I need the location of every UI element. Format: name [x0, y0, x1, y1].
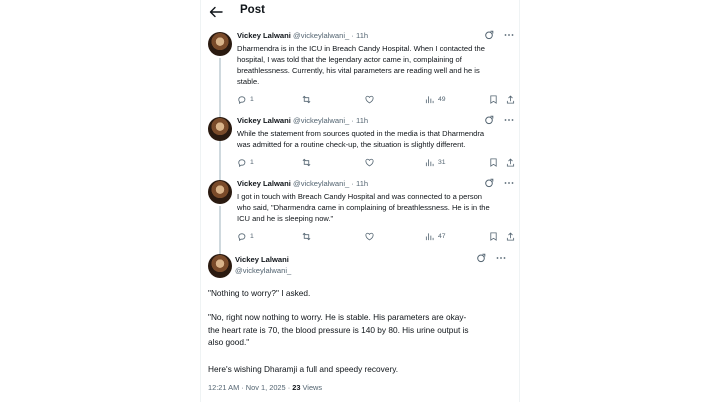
post-timestamp — [208, 383, 322, 392]
like-icon — [365, 232, 374, 241]
post-header — [200, 0, 520, 24]
post-time[interactable]: 11h — [356, 116, 369, 125]
post-text-line: Dharmendra is in the ICU in Breach Candy Hospital. When I contacted the — [237, 44, 485, 53]
post-text-line: breathlessness. Currently, his vital parameters are reading well and he is — [237, 66, 480, 75]
thread-post-1[interactable] — [206, 32, 520, 112]
views-icon — [425, 95, 434, 104]
like-icon — [365, 158, 374, 167]
post-text-line: ICU and he is sleeping now." — [237, 214, 334, 223]
meta-separator: · — [351, 179, 354, 188]
post-meta — [237, 31, 368, 40]
share-icon — [506, 232, 515, 241]
main-post-line: "No, right now nothing to worry. He is stable. His parameters are okay- — [208, 312, 467, 322]
avatar[interactable] — [208, 32, 232, 56]
views-count: 31 — [438, 159, 446, 166]
author-name[interactable]: Vickey Lalwani — [237, 31, 291, 40]
post-text-line: who said, "Dharmendra came in complaining of breathlessness. He is in the — [237, 203, 490, 212]
thread-post-3[interactable] — [206, 180, 520, 248]
post-text-line: hospital, I was told that the legendary actor came in, complaining of — [237, 55, 462, 64]
post-text-line: stable. — [237, 77, 260, 86]
share-icon — [506, 95, 515, 104]
more-icon[interactable] — [504, 178, 514, 188]
author-handle[interactable]: @vickeylalwani_ — [293, 179, 350, 188]
thread-connector — [219, 206, 221, 256]
reply-count: 1 — [250, 96, 254, 103]
share-button[interactable] — [506, 232, 515, 241]
post-top-actions — [484, 178, 514, 188]
more-icon[interactable] — [504, 115, 514, 125]
views-button[interactable] — [425, 95, 446, 104]
reply-icon — [237, 158, 246, 167]
reply-count: 1 — [250, 159, 254, 166]
views-label: Views — [300, 383, 323, 392]
bookmark-icon — [489, 232, 498, 241]
reply-icon — [237, 95, 246, 104]
author-handle[interactable]: @vickeylalwani_ — [235, 266, 292, 275]
thread-post-2[interactable] — [206, 117, 520, 173]
grok-icon[interactable] — [484, 178, 494, 188]
author-name[interactable]: Vickey Lalwani — [235, 255, 289, 264]
more-icon[interactable] — [504, 30, 514, 40]
like-button[interactable] — [365, 95, 374, 104]
back-button[interactable] — [208, 4, 224, 20]
post-text-line: While the statement from sources quoted in the media is that Dharmendra — [237, 129, 485, 138]
post-top-actions — [484, 115, 514, 125]
grok-icon[interactable] — [476, 253, 486, 263]
repost-button[interactable] — [302, 232, 311, 241]
views-count: 49 — [438, 96, 446, 103]
post-actions — [237, 232, 517, 242]
bookmark-button[interactable] — [489, 95, 498, 104]
views-count: 23 — [292, 383, 301, 392]
post-text — [237, 43, 519, 87]
post-actions — [237, 95, 517, 105]
bookmark-icon — [489, 158, 498, 167]
views-icon — [425, 232, 434, 241]
post-text-line: I got in touch with Breach Candy Hospital and was connected to a person — [237, 192, 483, 201]
bookmark-icon — [489, 95, 498, 104]
reply-button[interactable] — [237, 232, 254, 241]
post-text-line: was admitted for a routine check-up, the situation is slightly different. — [237, 140, 466, 149]
bookmark-button[interactable] — [489, 232, 498, 241]
column-border-left — [200, 0, 201, 402]
meta-separator: · — [351, 31, 354, 40]
main-post-avatar[interactable] — [208, 254, 232, 278]
post-meta — [237, 179, 368, 188]
main-post-paragraph: "Nothing to worry?" I asked. — [208, 288, 311, 298]
back-arrow-icon — [208, 4, 224, 20]
post-top-actions — [484, 30, 514, 40]
main-post-top-actions — [476, 253, 506, 263]
author-name[interactable]: Vickey Lalwani — [237, 179, 291, 188]
more-icon[interactable] — [496, 253, 506, 263]
like-button[interactable] — [365, 158, 374, 167]
repost-icon — [302, 158, 311, 167]
post-text — [237, 191, 519, 224]
repost-button[interactable] — [302, 158, 311, 167]
avatar[interactable] — [208, 180, 232, 204]
main-post-author — [235, 254, 291, 276]
views-button[interactable] — [425, 232, 446, 241]
share-button[interactable] — [506, 158, 515, 167]
main-post-paragraph — [208, 311, 520, 349]
post-text — [237, 128, 519, 150]
bookmark-button[interactable] — [489, 158, 498, 167]
share-button[interactable] — [506, 95, 515, 104]
main-post-line: also good." — [208, 337, 250, 347]
post-time[interactable]: 11h — [356, 179, 369, 188]
grok-icon[interactable] — [484, 30, 494, 40]
avatar[interactable] — [208, 117, 232, 141]
main-post-line: the heart rate is 70, the blood pressure is 140 by 80. His urine output is — [208, 324, 469, 335]
repost-icon — [302, 232, 311, 241]
views-count: 47 — [438, 233, 446, 240]
views-button[interactable] — [425, 158, 446, 167]
reply-button[interactable] — [237, 95, 254, 104]
reply-button[interactable] — [237, 158, 254, 167]
post-meta — [237, 116, 368, 125]
reply-count: 1 — [250, 233, 254, 240]
author-handle[interactable]: @vickeylalwani_ — [293, 116, 350, 125]
repost-button[interactable] — [302, 95, 311, 104]
main-post-paragraph: Here's wishing Dharamji a full and speedy recovery. — [208, 364, 399, 374]
page-title: Post — [240, 4, 265, 16]
like-icon — [365, 95, 374, 104]
post-actions — [237, 158, 517, 168]
views-icon — [425, 158, 434, 167]
grok-icon[interactable] — [484, 115, 494, 125]
repost-icon — [302, 95, 311, 104]
thread-connector — [219, 143, 221, 181]
post-datetime[interactable]: 12:21 AM · Nov 1, 2025 · — [208, 383, 293, 392]
post-time[interactable]: 11h — [356, 31, 369, 40]
like-button[interactable] — [365, 232, 374, 241]
author-handle[interactable]: @vickeylalwani_ — [293, 31, 350, 40]
meta-separator: · — [351, 116, 354, 125]
reply-icon — [237, 232, 246, 241]
share-icon — [506, 158, 515, 167]
author-name[interactable]: Vickey Lalwani — [237, 116, 291, 125]
